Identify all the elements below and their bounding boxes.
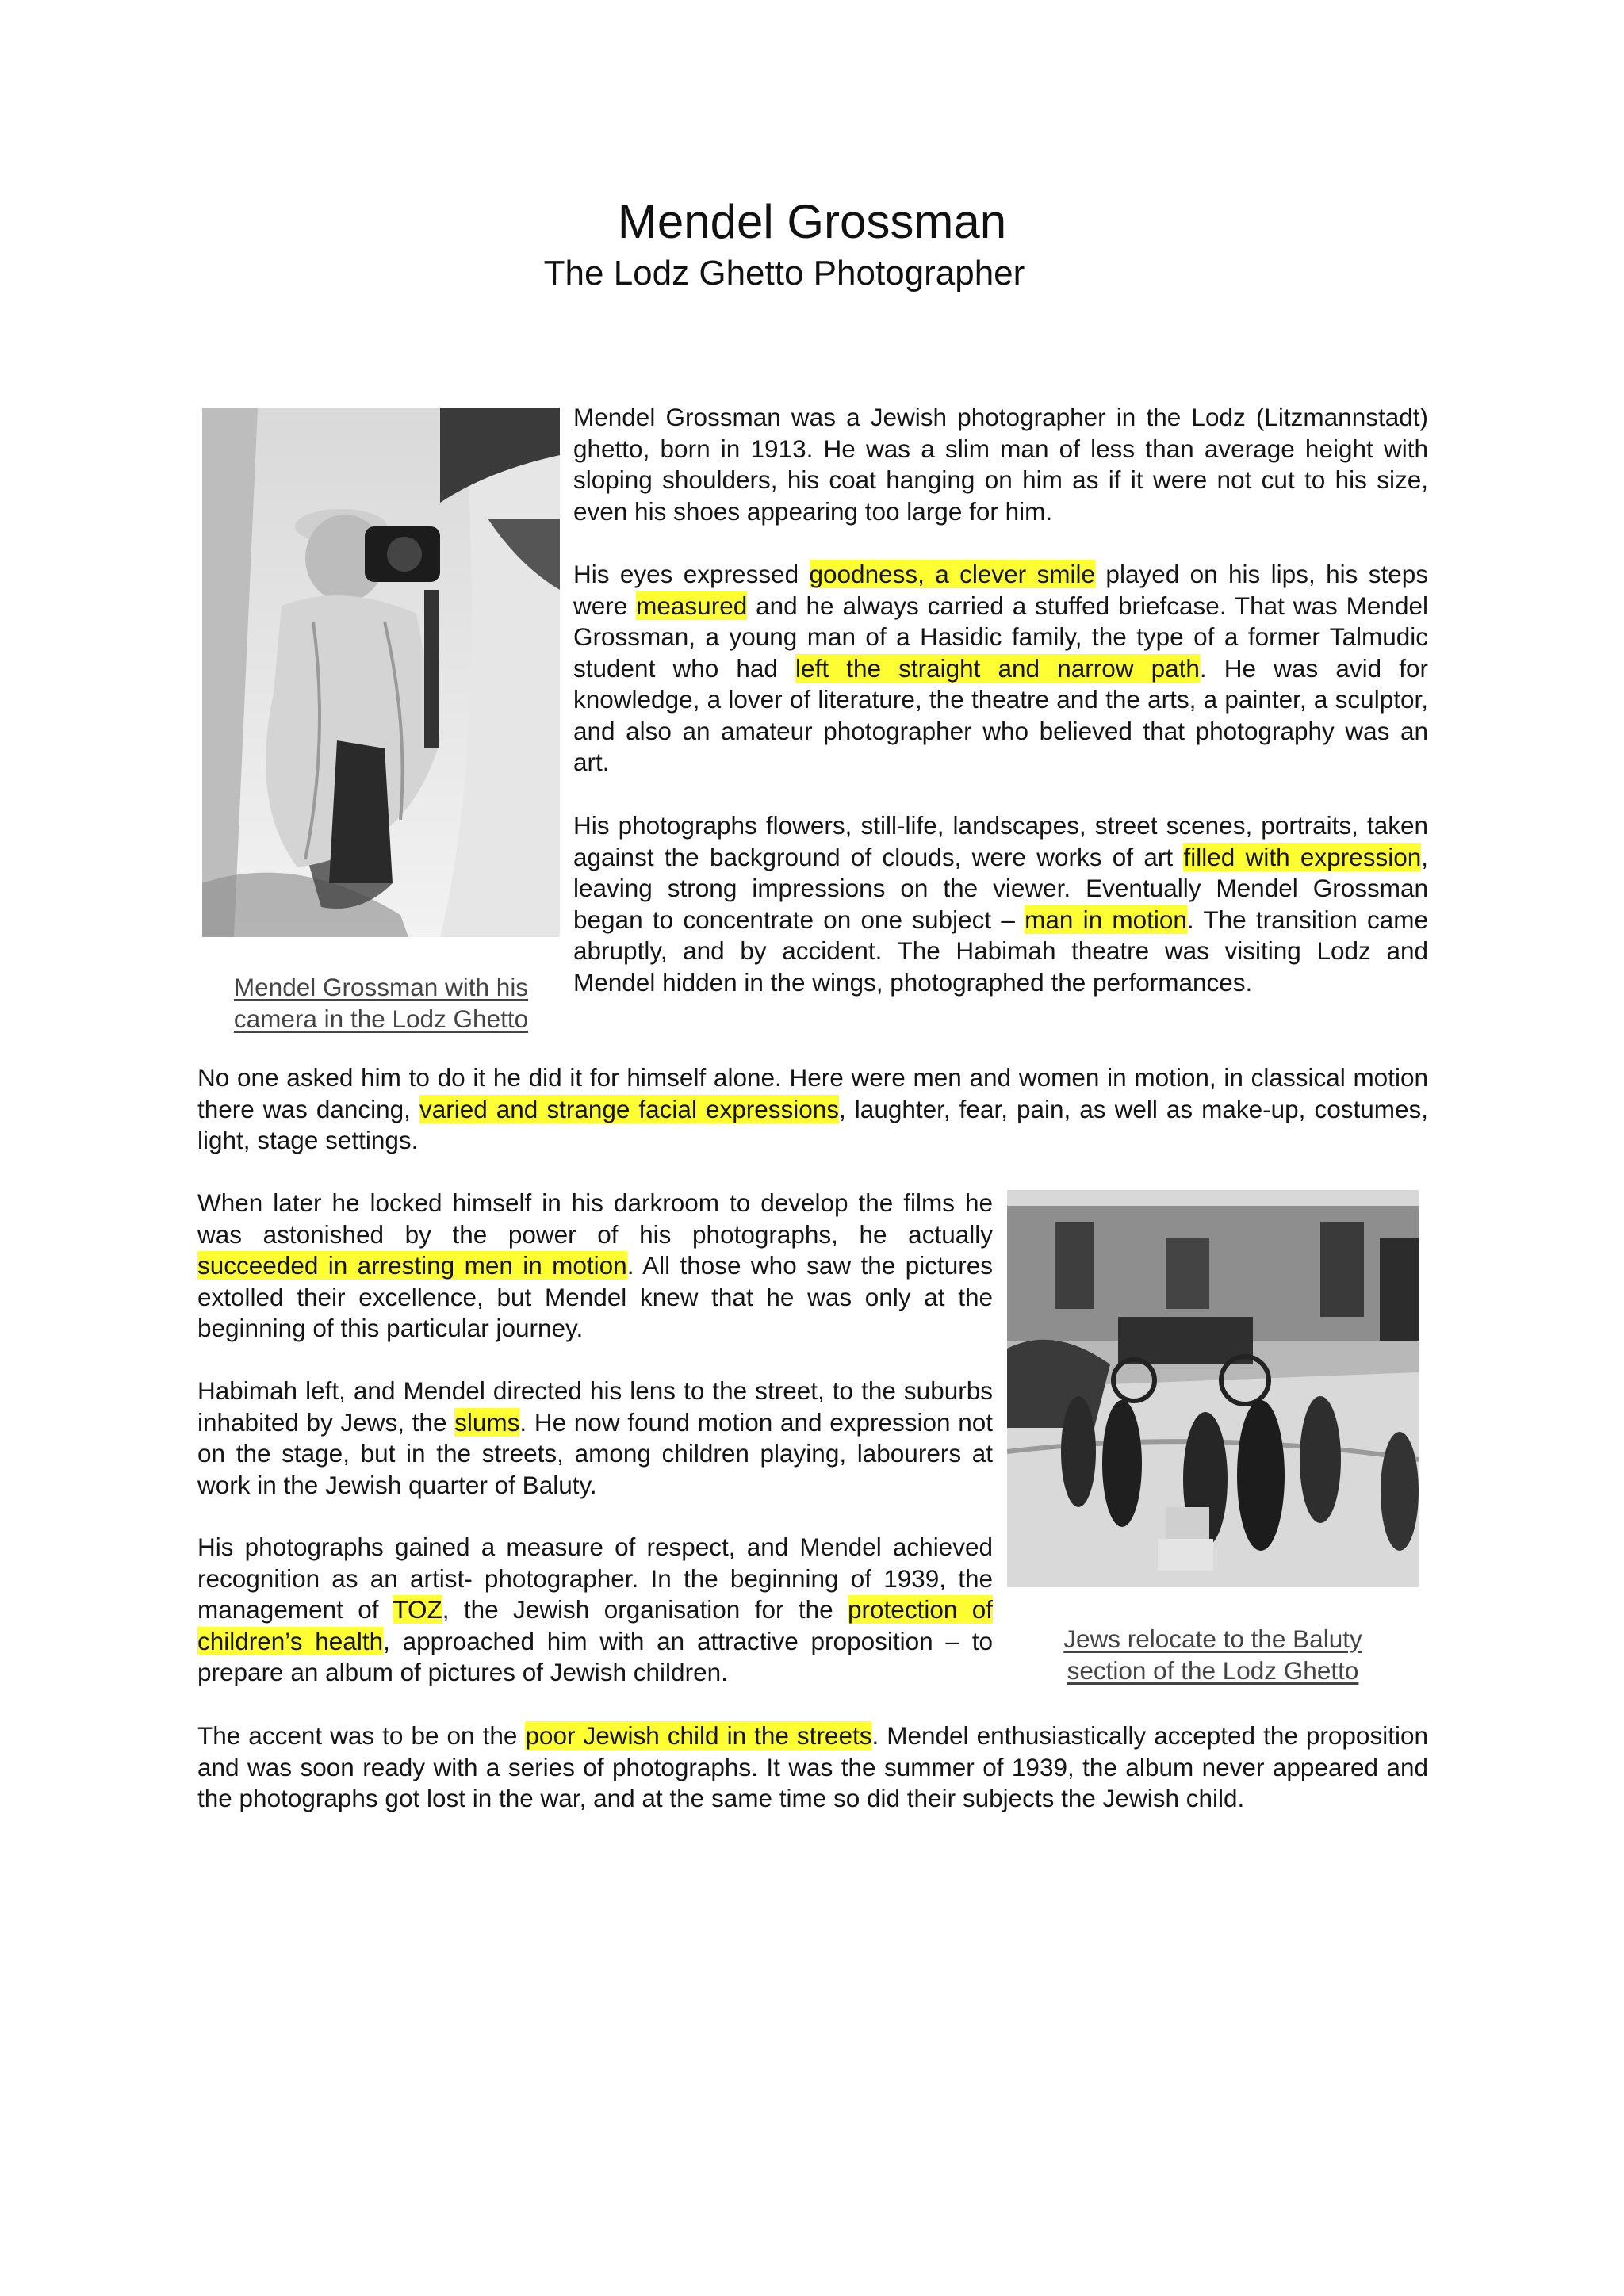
highlighted-phrase: filled with expression	[1183, 842, 1422, 871]
text-run: played on his lips, his steps were	[573, 560, 1429, 620]
text-run: Habimah left, and Mendel directed his lens to the street, to the suburbs inhabited by Jews, the	[197, 1376, 993, 1437]
paragraph	[573, 559, 1428, 779]
text-run: His eyes expressed	[573, 560, 810, 588]
text-run: , laughter, fear, pain, as well as make-up, costumes, light, stage settings.	[197, 1094, 1428, 1154]
paragraph	[197, 1062, 1428, 1157]
highlighted-phrase: man in motion	[1025, 905, 1187, 934]
highlighted-phrase: poor Jewish child in the streets	[525, 1721, 872, 1750]
text-run: . He was avid for knowledge, a lover of literature, the theatre and the arts, a painter, a sculptor, and also an amateur photographer who believed that photography was an art.	[573, 653, 1428, 776]
photo-caption-grossman[interactable]	[202, 972, 560, 1035]
text-run: , leaving strong impressions on the viewer. Eventually Mendel Grossman began to concentrate on one subject –	[573, 842, 1428, 934]
paragraph	[197, 1188, 993, 1345]
text-run: . All those who saw the pictures extolled their excellence, but Mendel knew that he was only at the beginning of this particular journey.	[197, 1251, 993, 1342]
photo-caption-baluty[interactable]	[1007, 1624, 1419, 1686]
caption-line: section of the Lodz Ghetto	[1067, 1655, 1359, 1685]
highlighted-phrase: succeeded in arresting men in motion	[197, 1251, 627, 1280]
photo-grossman-with-camera	[202, 408, 560, 937]
paragraph	[197, 1532, 993, 1689]
text-run: No one asked him to do it he did it for himself alone. Here were men and women in motion, in classical motion there was dancing,	[197, 1063, 1428, 1123]
page-title: Mendel Grossman	[617, 195, 1007, 248]
paragraph	[197, 1376, 993, 1501]
photo-baluty-relocation	[1007, 1190, 1419, 1587]
highlighted-phrase: goodness, a clever smile	[809, 560, 1096, 588]
caption-line: Jews relocate to the Baluty	[1063, 1624, 1362, 1653]
page-subtitle: The Lodz Ghetto Photographer	[543, 254, 1025, 293]
text-run: , approached him with an attractive proposition – to prepare an album of pictures of Jewish children.	[197, 1626, 993, 1686]
text-run: When later he locked himself in his darkroom to develop the films he was astonished by the power of his photographs, he actually	[197, 1188, 993, 1249]
highlighted-phrase: slums	[454, 1407, 520, 1437]
text-run: and he always carried a stuffed briefcase. That was Mendel Grossman, a young man of a Hasidic family, the type of a former Talmudic student who had	[573, 591, 1428, 683]
text-run: His photographs gained a measure of respect, and Mendel achieved recognition as an artist- photographer. In the beginning of 1939, the management of	[197, 1533, 993, 1624]
paragraph	[573, 810, 1428, 998]
text-run: Mendel Grossman was a Jewish photographer in the Lodz (Litzmannstadt) ghetto, born in 1913. He was a slim man of less than average height with sloping shoulders, his coat hanging on him as if it were not cut to his size, even his shoes appearing too large for him.	[573, 403, 1428, 526]
highlighted-phrase: protection of children’s health	[197, 1595, 993, 1655]
caption-line: camera in the Lodz Ghetto	[233, 1004, 529, 1033]
highlighted-phrase: left the straight and narrow path	[795, 653, 1200, 683]
text-run: . He now found motion and expression not on the stage, but in the streets, among children playing, labourers at work in the Jewish quarter of Baluty.	[197, 1407, 993, 1499]
highlighted-phrase: TOZ	[393, 1595, 442, 1624]
caption-line: Mendel Grossman with his	[233, 973, 529, 1001]
highlighted-phrase: measured	[636, 591, 748, 620]
paragraph	[573, 402, 1428, 527]
paragraph	[197, 1720, 1428, 1815]
text-run: The accent was to be on the	[197, 1721, 526, 1750]
text-run: . The transition came abruptly, and by accident. The Habimah theatre was visiting Lodz and Mendel hidden in the wings, photographed the performances.	[573, 905, 1428, 997]
highlighted-phrase: varied and strange facial expressions	[419, 1094, 840, 1123]
text-run: His photographs flowers, still-life, landscapes, street scenes, portraits, taken against the background of clouds, were works of art	[573, 811, 1428, 871]
text-run: , the Jewish organisation for the	[442, 1595, 848, 1624]
text-run: . Mendel enthusiastically accepted the proposition and was soon ready with a series of photographs. It was the summer of 1939, the album never appeared and the photographs got lost in the war, and at the same time so did their subjects the Jewish child.	[197, 1721, 1428, 1812]
